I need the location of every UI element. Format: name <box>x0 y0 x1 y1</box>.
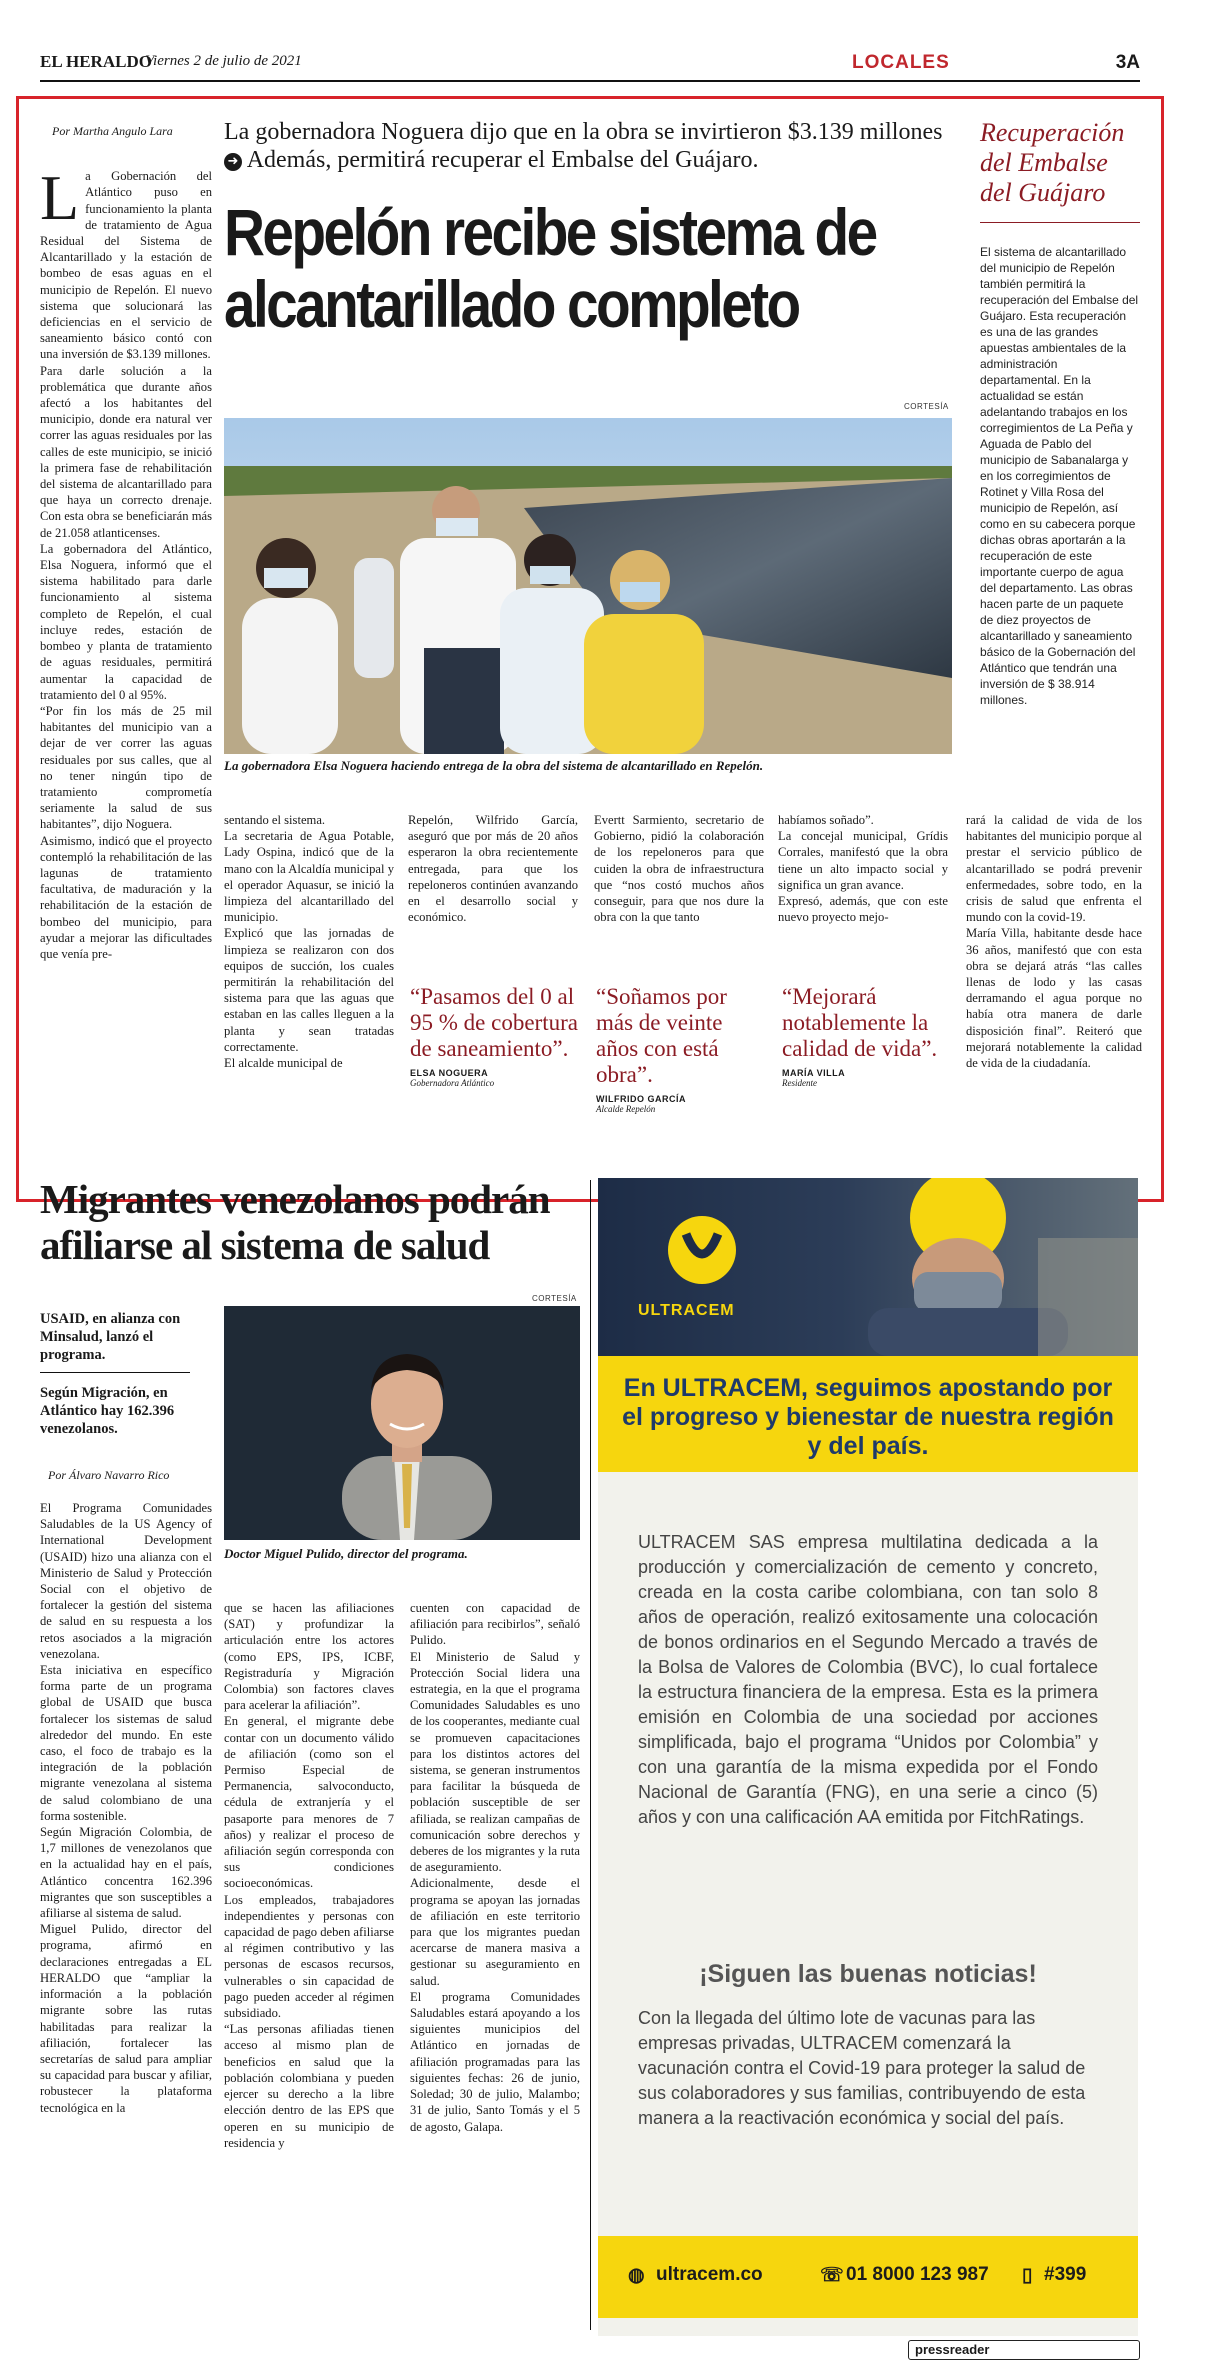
pressreader-badge <box>908 2340 1140 2360</box>
ad-website[interactable]: ultracem.co <box>656 2264 763 2285</box>
quote-name: WILFRIDO GARCÍA <box>596 1094 686 1104</box>
story1-col1-text: a Gobernación del Atlántico puso en funcionamiento la planta de tratamiento de Agua Residual del Sistema de Alcantarillado y la estación de bombeo de esas aguas en el municipio de Repelón. El nuevo sistema que solucionará las deficiencias en el servicio de saneamiento básico contó con una inversión de $3.139 millones. Para darle solución a la problemática que durante años afectó a los habitantes del municipio, donde era natural ver correr las aguas residuales por las calles de este municipio, se inició la primera fase de rehabilitación del sistema de alcantarillado para que haya un correcto drenaje. Con esta obra se beneficiarán más de 21.058 atlanticenses. La gobernadora del Atlántico, Elsa Noguera, informó que el sistema habilitado para darle funcionamiento al sistema completo de Repelón, el cual incluye redes, estación de bombeo y planta de tratamiento de aguas residuales, permitirá aumentar la capacidad de tratamiento del 0 al 95%. “Por fin los más de 25 mil habitantes del municipio van a dejar de ver correr las aguas residuales por sus calles, que al no tener ningún tipo de tratamiento comprometía seriamente la salud de sus habitantes”, dijo Noguera. Asimismo, indicó que el proyecto contempló la rehabilitación de las lagunas de tratamiento facultativa, de maduración y la rehabilitación de la estación de bombeo del municipio, para ayudar a mejorar las dificultades que venía pre- <box>40 169 212 961</box>
story1-column-5: habíamos soñado”. La concejal municipal, Grídis Corrales, manifestó que la obra tiene un alto impacto social y significa un gran avance. Expresó, además, que con este nuevo proyecto mejo- <box>778 813 948 925</box>
story2-column-2: que se hacen las afiliaciones (SAT) y profundizar la articulación entre los actores (como EPS, IPS, ICBF, Registraduría y Migración Colombia) son factores claves para acelerar la afiliación”. En general, el migrante debe contar con un documento válido de afiliación (como son el Permiso Especial de Permanencia, salvoconducto, cédula de extranjería y el pasaporte para menores de 7 años) y realizar el proceso de afiliación según corresponda con sus condiciones socioeconómicas. Los empleados, trabajadores independientes y personas con capacidad de pago deben afiliarse al régimen contributivo y las personas de escasos recursos, vulnerables o sin capacidad de pago pueden acceder al régimen subsidiado. “Las personas afiliadas tienen acceso al mismo plan de beneficios en salud que la población colombiana y pueden ejercer su derecho a la libre elección dentro de las EPS que operen en su municipio de residencia y <box>224 1601 394 2150</box>
quote-name: ELSA NOGUERA <box>410 1068 489 1078</box>
ad-hero-art <box>598 1178 1138 1356</box>
story1-column-4: Evertt Sarmiento, secretario de Gobierno, pidió la colaboración de los repeloneros para que cuiden la obra de infraestructura que “nos costó muchos años conseguir, para que nos dure la obra con la que tanto <box>594 813 764 925</box>
story1-column-6: rará la calidad de vida de los habitantes del municipio porque al prestar el servicio público de alcantarillado se podrá prevenir enfermedades, sobre todo, en la crisis de salud que enfrenta el mundo con la covid-19. María Villa, habitante desde hace 36 años, manifestó que con esta obra se dejará atrás “las calles llenas de lodo y las casas derramando el agua porque no había otra manera de darle disposición final”. Reiteró que mejorará notablemente la calidad de vida de la ciudadanía. <box>966 813 1142 1071</box>
pull-quote-1 <box>410 984 580 1088</box>
story2-subhead-1: USAID, en alianza con Minsalud, lanzó el programa. <box>40 1311 181 1363</box>
section-name: LOCALES <box>852 52 950 73</box>
ad-body-2: Con la llegada del último lote de vacunas para las empresas privadas, ULTRACEM comenzará la vacunación contra el Covid-19 para proteger la salud de sus colaboradores y sus familias, contribuyendo de esta manera a la reactivación económica y social del país. <box>638 2008 1086 2128</box>
story2-headline: Migrantes venezolanos podrán afiliarse al sistema de salud <box>40 1176 550 1268</box>
ad-contact-band <box>598 2236 1138 2318</box>
pull-quote-3 <box>782 984 952 1088</box>
story1-headline: Repelón recibe sistema de alcantarillado completo <box>224 195 876 341</box>
issue-date: Viernes 2 de julio de 2021 <box>145 53 302 69</box>
sidebar-title: Recuperación del Embalse del Guájaro <box>980 118 1125 207</box>
ad-short-code[interactable]: #399 <box>1044 2264 1087 2285</box>
kicker-part-a: La gobernadora Noguera dijo que en la obra se invirtieron $3.139 millones <box>224 119 943 145</box>
ad-hero <box>598 1178 1138 1356</box>
sidebar-body: El sistema de alcantarillado del municipio de Repelón también permitirá la recuperación del Embalse del Guájaro. Esta recuperación es una de las grandes apuestas ambientales de la administración departamental. En la actualidad se están adelantando trabajos en los corregimientos de La Peña y Aguada de Pablo del municipio de Sabanalarga y en los corregimientos de Rotinet y Villa Rosa del municipio de Repelón, así como en su cabecera porque dichas obras aportarán a la recuperación de este importante cuerpo de agua del departamento. Las obras hacen parte de un paquete de diez proyectos de alcantarillado y saneamiento básico de la Gobernación del Atlántico que tendrán una inversión de $ 38.914 millones. <box>980 245 1139 707</box>
quote-name: MARÍA VILLA <box>782 1068 846 1078</box>
kicker-part-b: Además, permitirá recuperar el Embalse del Guájaro. <box>246 147 759 173</box>
photo-miguel-pulido <box>224 1306 580 1540</box>
phone-icon: ☏ <box>820 2265 844 2286</box>
story2-caption: Doctor Miguel Pulido, director del programa. <box>224 1546 468 1561</box>
quote-role: Alcalde Repelón <box>596 1104 656 1114</box>
story2-column-3: cuenten con capacidad de afiliación para recibirlos”, señaló Pulido. El Ministerio de Salud y Protección Social lidera una estrategia, en la que el programa Comunidades Saludables es uno de los cooperantes, mediante cual se promueven capacitaciones para los distintos actores del sistema, se generan instrumentos para facilitar la búsqueda de población susceptible de ser afiliada, se realizan campañas de comunicación sobre derechos y deberes de los migrantes y la ruta de aseguramiento. Adicionalmente, desde el programa se apoyan las jornadas de afiliación en este territorio para que los migrantes puedan acercarse de manera masiva a gestionar su aseguramiento en salud. El programa Comunidades Saludables estará apoyando a los siguientes municipios del Atlántico en jornadas de afiliación programadas para las siguientes fechas: 26 de junio, Soledad; 30 de julio, Malambo; 31 de julio, Santo Tomás y el 5 de agosto, Galapa. <box>410 1601 580 2134</box>
story2-column-1: El Programa Comunidades Saludables de la US Agency of International Development (USAID) hizo una alianza con el Ministerio de Salud y Protección Social con el objetivo de fortalecer la gestión del sistema de salud en su respuesta a los retos asociados a la migración venezolana. Esta iniciativa en específico forma parte de un programa global de USAID que busca fortalecer los sistemas de salud alrededor del mundo. En este caso, el foco de trabajo es la integración de la población migrante venezolana al sistema de salud colombiano de una forma sostenible. Según Migración Colombia, de 1,7 millones de venezolanos que en la actualidad hay en el país, Atlántico concentra 162.396 migrantes que son susceptibles a afiliarse al sistema de salud. Miguel Pulido, director del programa, afirmó en declaraciones entregadas a EL HERALDO que “ampliar la información a la población migrante sobre las rutas habilitadas para realizar la afiliación, fortalecer las secretarías de salud para ampliar su capacidad para buscar y afiliar, robustecer la plataforma tecnológica en la <box>40 1501 212 2115</box>
mobile-icon: ▯ <box>1022 2265 1033 2286</box>
quote-text: “Mejorará notablemente la calidad de vida”. <box>782 984 938 1061</box>
dropcap: L <box>40 162 80 234</box>
ad-tagline: En ULTRACEM, seguimos apostando por el progreso y bienestar de nuestra región y del país. <box>622 1374 1114 1460</box>
photo2-credit: CORTESÍA <box>532 1294 577 1303</box>
story2-photo <box>224 1306 580 1540</box>
ad-phone[interactable]: 01 8000 123 987 <box>846 2264 989 2285</box>
story1-byline: Por Martha Angulo Lara <box>52 124 173 138</box>
page-number: 3A <box>1115 52 1140 73</box>
pressreader-logo: pressreader <box>915 2342 990 2357</box>
column-divider <box>590 1180 591 2330</box>
masthead-rule <box>40 80 1140 82</box>
paper-name: EL HERALDO <box>40 52 152 71</box>
photo1-credit: CORTESÍA <box>904 402 949 411</box>
globe-icon: ◍ <box>628 2265 645 2286</box>
pull-quote-2 <box>596 984 766 1114</box>
story1-column-3: Repelón, Wilfrido García, aseguró que por más de 20 años esperaron la obra recientemente entregada, para que los repeloneros continúen avanzando en el desarrollo social y económico. <box>408 813 578 925</box>
story1-photo <box>224 418 952 754</box>
ad-subheading: ¡Siguen las buenas noticias! <box>699 1960 1037 1988</box>
arrow-icon: ➜ <box>224 153 242 171</box>
story1-kicker <box>224 118 964 174</box>
story1-caption: La gobernadora Elsa Noguera haciendo entrega de la obra del sistema de alcantarillado en Repelón. <box>224 758 764 773</box>
story2-subhead-2: Según Migración, en Atlántico hay 162.396 venezolanos. <box>40 1385 175 1437</box>
quote-text: “Soñamos por más de veinte años con está obra”. <box>596 984 727 1087</box>
quote-role: Residente <box>782 1078 817 1088</box>
masthead <box>40 52 1140 80</box>
story2-byline: Por Álvaro Navarro Rico <box>48 1468 170 1482</box>
quote-role: Gobernadora Atlántico <box>410 1078 495 1088</box>
story1-column-2: sentando el sistema. La secretaria de Agua Potable, Lady Ospina, indicó que de la mano con la Alcaldía municipal y el operador Aquasur, se inició la limpieza del alcantarillado del municipio. Explicó que las jornadas de limpieza se realizaron con dos equipos de succión, los cuales permitirán la rehabilitación del sistema para que las aguas que estaban en las calles lleguen a la planta y sean tratadas correctamente. El alcalde municipal de <box>224 813 394 1071</box>
sidebar-rule <box>980 222 1140 223</box>
ultracem-ad <box>598 1178 1138 2336</box>
photo-officials-at-plant <box>224 418 952 754</box>
ad-body: ULTRACEM SAS empresa multilatina dedicada a la producción y comercialización de cemento y concreto, creada en la costa caribe colombiana, con tan solo 8 años de operación, realizó exitosamente una colocación de bonos ordinarios en el Segundo Mercado a través de la Bolsa de Valores de Colombia (BVC), lo cual fortalece la estructura financiera de la empresa. Esta es la primera emisión en Colombia de una sociedad por acciones simplificada, bajo el programa “Unidos por Colombia” y con una garantía de la misma expedida por el Fondo Nacional de Garantía (FNG), en una serie a cinco (5) años y con una calificación AA emitida por FitchRatings. <box>638 1532 1098 1827</box>
ad-brand: ULTRACEM <box>638 1302 735 1319</box>
subhead-divider <box>40 1372 190 1373</box>
quote-text: “Pasamos del 0 al 95 % de cobertura de saneamiento”. <box>410 984 578 1061</box>
story1-column-1 <box>40 152 212 962</box>
